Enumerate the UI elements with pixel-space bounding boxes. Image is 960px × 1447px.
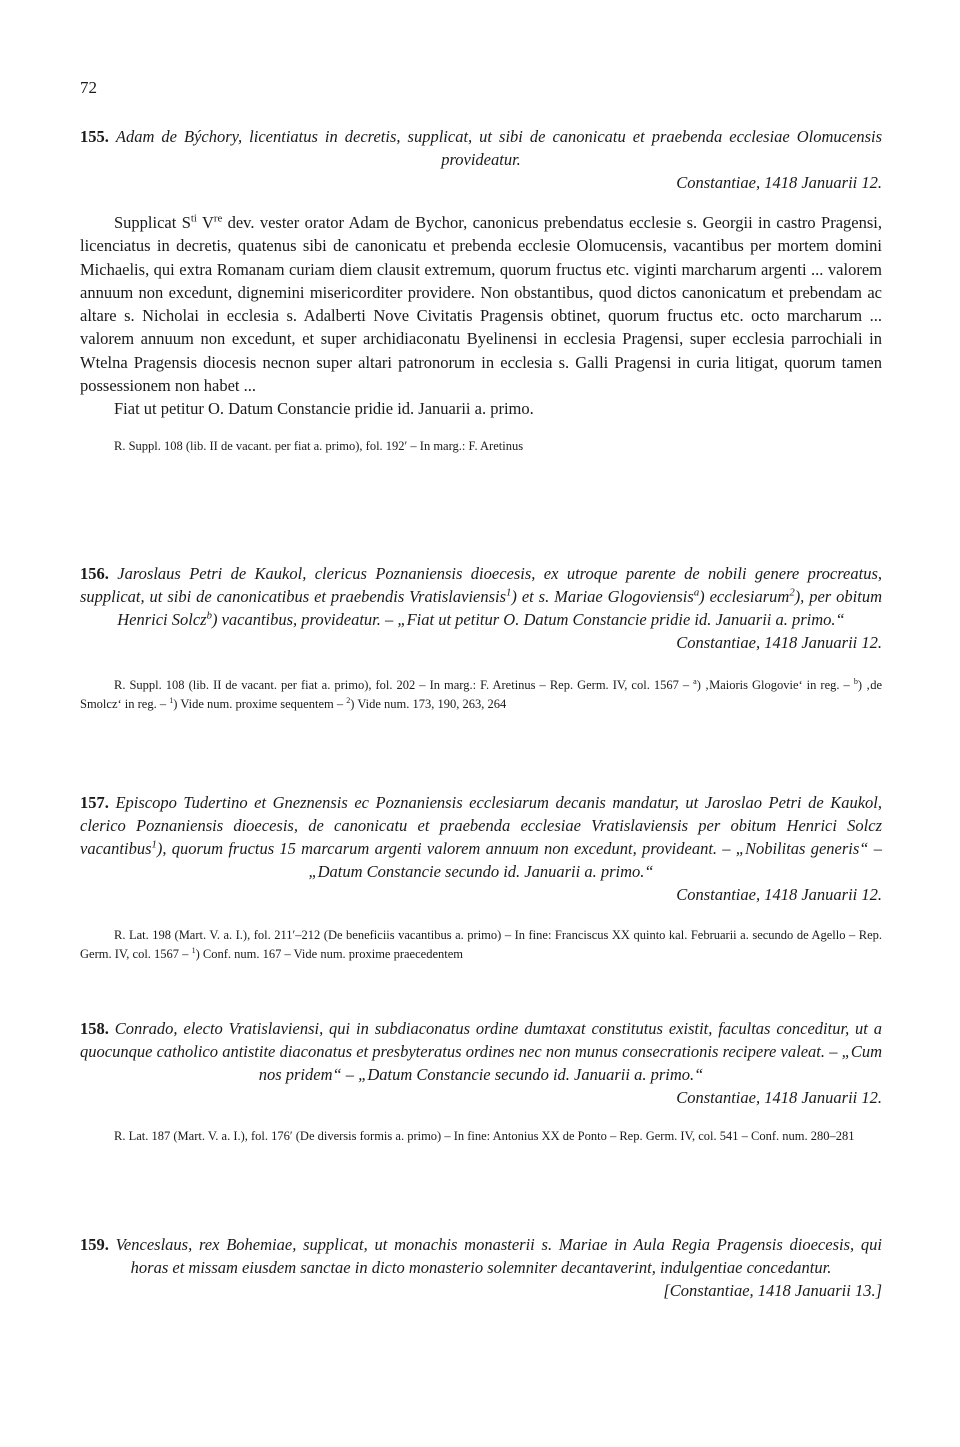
- superscript: 1: [169, 695, 174, 705]
- text-span: Episcopo Tudertino et Gneznensis ec Poznaniensis ecclesiarum decanis mandatur, ut Jaroslao Petri de Kaukol, clerico Poznaniensis dioecesis, de canonicatu et praebenda ecclesiae Vratislaviensis per obitum Henrici Solcz vacantibus: [80, 793, 882, 858]
- entry-number: 156.: [80, 564, 109, 583]
- entry-date: Constantiae, 1418 Januarii 12.: [676, 173, 882, 192]
- regest-text: Adam de Býchory, licentiatus in decretis, supplicat, ut sibi de canonicatu et praebenda ecclesiae Olomucensis provideatur.: [115, 127, 882, 169]
- entry-159: [80, 1233, 882, 1302]
- regest-text: Conrado, electo Vratislaviensi, qui in subdiaconatus ordine dumtaxat constitutus existit, facultas conceditur, ut a quocunque catholico antistite diaconatus et presbyteratus ordines nec non munus consecrationis recipere valeat. – „Cum nos pridem“ – „Datum Constancie secundo id. Januarii a. primo.“: [80, 1019, 882, 1084]
- text-paragraph: Fiat ut petitur O. Datum Constancie pridie id. Januarii a. primo.: [114, 399, 534, 419]
- text-span: R. Suppl. 108 (lib. II de vacant. per fiat a. primo), fol. 202 – In marg.: F. Aretinus – Rep. Germ. IV, col. 1567 –: [114, 678, 694, 692]
- superscript: 1: [191, 945, 196, 955]
- superscript: 2: [346, 695, 351, 705]
- note-text: [80, 926, 882, 964]
- entry-156: [80, 562, 882, 714]
- text-span: ) Vide num. 173, 190, 263, 264: [350, 697, 507, 711]
- entry-date: Constantiae, 1418 Januarii 12.: [676, 885, 882, 904]
- note-text: [80, 676, 882, 714]
- page-number: 72: [80, 78, 97, 97]
- text-span: ) et s. Mariae Glogoviensis: [511, 587, 694, 606]
- entry-number: 159.: [80, 1235, 109, 1254]
- entry-regest: [80, 1233, 882, 1279]
- source-note: [80, 926, 882, 964]
- entry-155: [80, 125, 882, 456]
- text-span: dev. vester orator Adam de Bychor, canonicus prebendatus ecclesie s. Georgii in castro Pragensi, licenciatus in decretis, quatenus sibi de canonicatu et prebenda ecclesie Olomucensis, vacantibus per mortem domini Michaelis, qui extra Romanam curiam diem clausit extremum, quorum fructus etc. viginti marcharum argenti ... valorem annuum non excedunt, dignemini misericorditer providere. Non obstantibus, quod dictos canonicatum et prebendam ac altare s. Nicholai in ecclesia s. Adalberti Nove Civitatis Pragensis obtinet, quorum fructus etc. octo marcharum ... valorem annuum non excedunt, et super archidiaconatu Byelinensi in ecclesia Pragensi, super ecclesia parrochiali in Wtelna Pragensis diocesis necnon super altari patronorum in ecclesia s. Galli Pragensi in curia litigat, quorum tamen possessionem non habet ...: [80, 213, 882, 396]
- text-span: ) ‚de Smolcz‘ in reg. –: [80, 678, 883, 711]
- source-note: [80, 437, 882, 456]
- text-span: R. Lat. 198 (Mart. V. a. I.), fol. 211′–212 (De beneficiis vacantibus a. primo) – In fine: Franciscus XX quinto kal. Februarii a. secundo de Agello – Rep. Germ. IV, col. 1567 –: [80, 928, 882, 961]
- text-span: ) ecclesiarum: [699, 587, 790, 606]
- superscript: 2: [789, 586, 795, 599]
- text-span: V: [196, 213, 214, 232]
- entry-157: [80, 791, 882, 964]
- source-note: [80, 1127, 882, 1146]
- text-paragraph: [80, 211, 882, 397]
- superscript: re: [213, 212, 223, 225]
- superscript: 1: [506, 586, 512, 599]
- entry-date: [Constantiae, 1418 Januarii 13.]: [663, 1281, 882, 1300]
- regest-text: Venceslaus, rex Bohemiae, supplicat, ut monachis monasterii s. Mariae in Aula Regia Pragensis dioecesis, qui horas et missam eiusdem sanctae in dicto monasterio solemniter decantaverint, indulgentiae concedantur.: [115, 1235, 882, 1277]
- text-span: ) Vide num. proxime sequentem –: [173, 697, 347, 711]
- entry-number: 155.: [80, 127, 109, 146]
- entry-date: Constantiae, 1418 Januarii 12.: [676, 1088, 882, 1107]
- text-span: Supplicat S: [114, 213, 191, 232]
- text-span: Jaroslaus Petri de Kaukol, clericus Poznaniensis dioecesis, ex utroque parente de nobili genere procreatus, supplicat, ut sibi de canonicatibus et praebendis Vratislaviensis: [80, 564, 882, 606]
- note-text: R. Lat. 187 (Mart. V. a. I.), fol. 176′ (De diversis formis a. primo) – In fine: Antonius XX de Ponto – Rep. Germ. IV, col. 541 – Conf. num. 280–281: [114, 1129, 855, 1143]
- regest-text: [80, 793, 882, 881]
- entry-regest: [80, 1017, 882, 1086]
- entry-regest: [80, 125, 882, 171]
- entry-number: 157.: [80, 793, 109, 812]
- text-span: ) Conf. num. 167 – Vide num. proxime praecedentem: [195, 947, 463, 961]
- text-span: ) vacantibus, provideatur. – „Fiat ut petitur O. Datum Constancie pridie id. Januarii a. primo.“: [211, 610, 845, 629]
- superscript: b: [206, 609, 212, 622]
- entry-158: [80, 1017, 882, 1146]
- superscript: b: [853, 676, 858, 686]
- superscript: ti: [190, 212, 197, 225]
- superscript: 1: [151, 838, 157, 851]
- entry-number: 158.: [80, 1019, 109, 1038]
- text-span: ) ‚Maioris Glogovie‘ in reg. –: [696, 678, 854, 692]
- superscript: a: [693, 676, 697, 686]
- note-text: R. Suppl. 108 (lib. II de vacant. per fiat a. primo), fol. 192′ – In marg.: F. Aretinus: [114, 438, 524, 453]
- entry-date: Constantiae, 1418 Januarii 12.: [676, 633, 882, 652]
- regest-text: [80, 564, 882, 629]
- superscript: a: [693, 586, 700, 599]
- text-span: ), per obitum Henrici Solcz: [117, 587, 882, 629]
- source-note: [80, 676, 882, 714]
- entry-regest: [80, 562, 882, 631]
- entry-regest: [80, 791, 882, 883]
- document-text: [80, 211, 882, 421]
- text-span: ), quorum fructus 15 marcarum argenti valorem annuum non excedunt, provideant. – „Nobilitas generis“ – „Datum Constancie secundo id. Januarii a. primo.“: [156, 839, 882, 881]
